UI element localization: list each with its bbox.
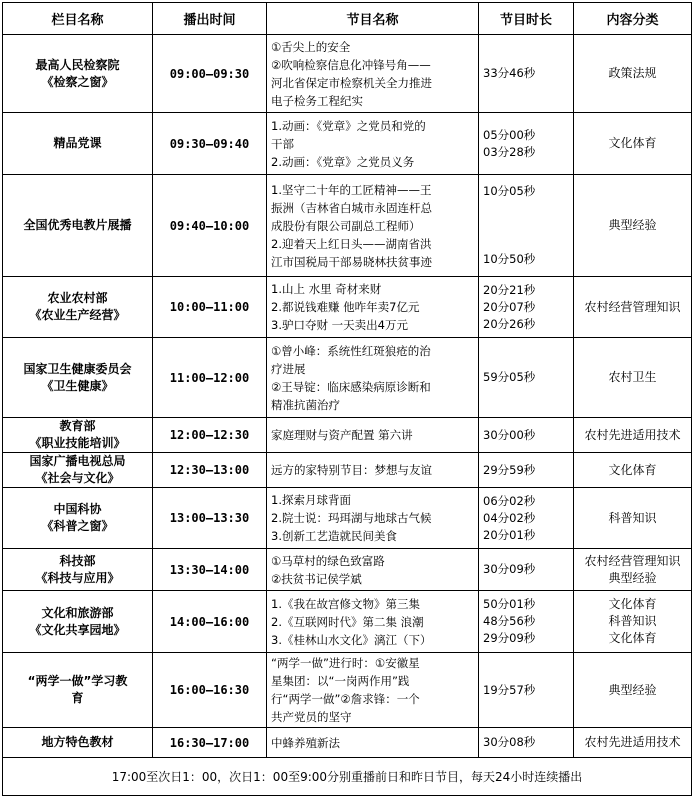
duration-cell-line: 30分09秒 [483, 562, 536, 576]
footer-row [3, 758, 692, 796]
category-cell [574, 728, 692, 758]
program-name-cell [267, 175, 479, 277]
column-name-cell [3, 338, 153, 418]
duration-cell [479, 488, 574, 549]
program-name-cell-line: 1.坚守二十年的工匠精神——王 [271, 182, 432, 197]
program-name-cell [267, 653, 479, 728]
duration-cell-line: 20分07秒 [483, 299, 536, 314]
program-name-cell-line: 家庭理财与资产配置 第六讲 [271, 428, 413, 442]
table-row [3, 338, 692, 418]
program-name-cell-line: ②扶贫书记侯学斌 [271, 571, 362, 586]
category-cell-line: 文化体育 [608, 631, 657, 645]
program-name-cell [267, 277, 479, 338]
program-name-cell-line: 共产党员的坚守 [271, 710, 352, 724]
program-name-cell-line: 1.《我在故宫修文物》第三集 [271, 596, 420, 611]
column-name-cell [3, 653, 153, 728]
program-name-cell-line: 1.探索月球背面 [271, 493, 351, 507]
header-duration: 节目时长 [479, 3, 574, 35]
table-row [3, 488, 692, 549]
category-cell-line: 农村先进适用技术 [584, 735, 681, 749]
duration-cell-line: 59分05秒 [483, 370, 536, 384]
category-cell-line: 典型经验 [608, 570, 657, 585]
column-name-cell-line: 中国科协 [53, 502, 102, 516]
duration-cell-line: 19分57秒 [483, 682, 536, 697]
program-name-cell-line: 成股份有限公司副总工程师） [271, 218, 421, 233]
table-header-row [3, 3, 692, 35]
category-cell [574, 653, 692, 728]
program-name-cell-line: 干部 [271, 136, 294, 151]
program-name-cell-line: 2.都说钱难赚 他咋年卖7亿元 [271, 300, 420, 314]
air-time-cell: 13:30—14:00 [153, 549, 267, 591]
category-cell [574, 113, 692, 175]
air-time-cell: 10:00—11:00 [153, 277, 267, 338]
program-name-cell-line: ①曾小峰：系统性红斑狼疮的治 [271, 343, 431, 358]
column-name-cell [3, 175, 153, 277]
duration-cell [479, 653, 574, 728]
table-row [3, 728, 692, 758]
table-row [3, 113, 692, 175]
program-name-cell [267, 418, 479, 453]
column-name-cell [3, 113, 153, 175]
category-cell-line: 典型经验 [608, 682, 657, 697]
schedule-table [2, 2, 692, 796]
table-row [3, 277, 692, 338]
category-cell-line: 文化体育 [608, 462, 657, 477]
duration-cell-line: 29分59秒 [483, 462, 536, 477]
program-name-cell-line: 疗进展 [271, 361, 306, 376]
duration-cell-line: 20分21秒 [483, 282, 536, 297]
header-category: 内容分类 [574, 3, 692, 35]
column-name-cell-line: 全国优秀电教片展播 [23, 218, 132, 232]
column-name-cell-line: 科技部 [59, 553, 96, 568]
duration-cell-line: 30分08秒 [483, 735, 536, 749]
column-name-cell-line: 国家卫生健康委员会 [23, 361, 132, 376]
column-name-cell-line: 教育部 [59, 419, 96, 433]
duration-cell-line: 20分26秒 [483, 316, 536, 331]
program-name-cell [267, 549, 479, 591]
program-name-cell-line: 河北省保定市检察机关全力推进 [271, 75, 432, 90]
category-cell [574, 591, 692, 653]
category-cell [574, 35, 692, 113]
column-name-cell-line: 《农业生产经营》 [29, 308, 126, 322]
program-name-cell [267, 453, 479, 488]
program-name-cell [267, 728, 479, 758]
program-name-cell-line: ②吹响检察信息化冲锋号角—— [271, 57, 431, 72]
column-name-cell-line: 《科普之窗》 [41, 519, 114, 533]
category-cell-line: 农村卫生 [608, 370, 657, 384]
column-name-cell-line: 《卫生健康》 [41, 378, 114, 393]
program-name-cell-line: 电子检务工程纪实 [271, 93, 363, 108]
air-time-cell: 09:00—09:30 [153, 35, 267, 113]
table-row [3, 453, 692, 488]
program-name-cell-line: 行“两学一做”②詹求锋：一个 [271, 692, 420, 706]
column-name-cell-line: 精品党课 [53, 136, 102, 150]
column-name-cell-line: 《职业技能培训》 [29, 436, 126, 450]
column-name-cell-line: 农业农村部 [47, 291, 108, 305]
category-cell [574, 338, 692, 418]
program-name-cell-line: “两学一做”进行时：①安徽星 [271, 656, 420, 670]
column-name-cell-line: 育 [71, 691, 84, 705]
duration-cell [479, 35, 574, 113]
program-name-cell-line: 精准抗菌治疗 [271, 397, 340, 412]
header-air-time: 播出时间 [153, 3, 267, 35]
category-cell [574, 453, 692, 488]
air-time-cell: 12:30—13:00 [153, 453, 267, 488]
duration-cell-line: 10分50秒 [483, 252, 536, 266]
program-name-cell-line: ①马草村的绿色致富路 [271, 553, 385, 568]
column-name-cell [3, 728, 153, 758]
program-name-cell [267, 338, 479, 418]
category-cell-line: 农村经营管理知识 [584, 553, 681, 568]
program-name-cell-line: 1.山上 水里 奇材来财 [271, 282, 382, 296]
table-row [3, 653, 692, 728]
category-cell-line: 农村经营管理知识 [584, 299, 681, 314]
duration-cell [479, 338, 574, 418]
column-name-cell-line: 文化和旅游部 [41, 605, 114, 620]
column-name-cell-line: 《社会与文化》 [35, 471, 120, 485]
duration-cell-line [483, 234, 569, 251]
duration-cell-line: 33分46秒 [483, 66, 536, 80]
duration-cell-line [483, 217, 569, 234]
program-name-cell [267, 113, 479, 175]
table-row [3, 591, 692, 653]
category-cell [574, 549, 692, 591]
program-name-cell-line: 振洲（吉林省白城市永固连杆总 [271, 200, 432, 215]
program-name-cell-line: 2.动画：《党章》之党员义务 [271, 154, 415, 169]
table-row [3, 175, 692, 277]
program-name-cell [267, 591, 479, 653]
program-name-cell-line: 2.迎着天上红日头——湖南省洪 [271, 236, 432, 251]
duration-cell [479, 418, 574, 453]
column-name-cell-line: 国家广播电视总局 [29, 454, 126, 468]
program-name-cell-line: 3.驴口夺财 一天卖出4万元 [271, 318, 408, 332]
duration-cell-line: 03分28秒 [483, 144, 536, 159]
category-cell [574, 418, 692, 453]
duration-cell-line: 29分09秒 [483, 631, 536, 645]
category-cell-line: 农村先进适用技术 [584, 427, 681, 442]
duration-cell-line: 04分02秒 [483, 510, 536, 525]
table-row [3, 549, 692, 591]
column-name-cell-line: 《检察之窗》 [41, 74, 114, 89]
column-name-cell-line: 《文化共享园地》 [29, 622, 126, 637]
duration-cell-line: 48分56秒 [483, 614, 536, 628]
column-name-cell [3, 453, 153, 488]
category-cell-line: 典型经验 [608, 218, 657, 232]
air-time-cell: 14:00—16:00 [153, 591, 267, 653]
duration-cell-line [483, 200, 569, 217]
program-name-cell-line: 2.《互联网时代》第二集 浪潮 [271, 614, 424, 629]
program-name-cell [267, 35, 479, 113]
program-name-cell-line: 江市国税局干部易晓林扶贫事迹 [271, 254, 432, 269]
air-time-cell: 16:00—16:30 [153, 653, 267, 728]
program-name-cell-line: ②王导锭：临床感染病原诊断和 [271, 379, 431, 394]
category-cell-line: 文化体育 [608, 597, 657, 611]
program-name-cell-line: 星集团：以“一岗两作用”践 [271, 674, 410, 688]
air-time-cell: 09:40—10:00 [153, 175, 267, 277]
duration-cell-line: 10分05秒 [483, 184, 536, 198]
category-cell-line: 政策法规 [608, 66, 657, 80]
category-cell-line: 科普知识 [608, 614, 657, 628]
column-name-cell-line: 最高人民检察院 [35, 57, 120, 72]
category-cell [574, 175, 692, 277]
category-cell-line: 科普知识 [608, 510, 657, 525]
duration-cell-line: 06分02秒 [483, 493, 536, 508]
air-time-cell: 13:00—13:30 [153, 488, 267, 549]
category-cell [574, 488, 692, 549]
table-row [3, 418, 692, 453]
air-time-cell: 09:30—09:40 [153, 113, 267, 175]
program-name-cell-line: 2.院士说：玛珥湖与地球古气候 [271, 511, 432, 525]
air-time-cell: 12:00—12:30 [153, 418, 267, 453]
air-time-cell: 11:00—12:00 [153, 338, 267, 418]
header-program-name: 节目名称 [267, 3, 479, 35]
air-time-cell: 16:30—17:00 [153, 728, 267, 758]
program-name-cell-line: ①舌尖上的安全 [271, 39, 351, 54]
program-name-cell-line: 远方的家特别节目：梦想与友谊 [271, 463, 432, 477]
column-name-cell [3, 35, 153, 113]
category-cell [574, 277, 692, 338]
program-name-cell-line: 3.《桂林山水文化》漓江（下） [271, 632, 432, 647]
column-name-cell [3, 418, 153, 453]
column-name-cell-line: 地方特色教材 [41, 735, 114, 749]
column-name-cell [3, 591, 153, 653]
column-name-cell [3, 277, 153, 338]
duration-cell [479, 277, 574, 338]
table-row [3, 35, 692, 113]
column-name-cell-line: 《科技与应用》 [35, 570, 120, 585]
header-column-name: 栏目名称 [3, 3, 153, 35]
program-name-cell-line: 3.创新工艺造就民间美食 [271, 529, 397, 543]
duration-cell-line: 50分01秒 [483, 597, 536, 611]
duration-cell [479, 591, 574, 653]
program-name-cell-line: 中蜂养殖新法 [271, 735, 340, 750]
duration-cell-line: 05分00秒 [483, 127, 536, 142]
duration-cell [479, 453, 574, 488]
program-name-cell [267, 488, 479, 549]
column-name-cell-line: “两学一做”学习教 [27, 674, 128, 688]
column-name-cell [3, 549, 153, 591]
column-name-cell [3, 488, 153, 549]
duration-cell [479, 549, 574, 591]
replay-note: 17:00至次日1：00，次日1：00至9:00分别重播前日和昨日节目，每天24小时连续播出 [3, 758, 692, 796]
duration-cell [479, 113, 574, 175]
duration-cell-line: 30分00秒 [483, 427, 536, 442]
program-name-cell-line: 1.动画：《党章》之党员和党的 [271, 118, 426, 133]
duration-cell [479, 175, 574, 277]
duration-cell-line: 20分01秒 [483, 527, 536, 542]
duration-cell [479, 728, 574, 758]
category-cell-line: 文化体育 [608, 136, 657, 150]
